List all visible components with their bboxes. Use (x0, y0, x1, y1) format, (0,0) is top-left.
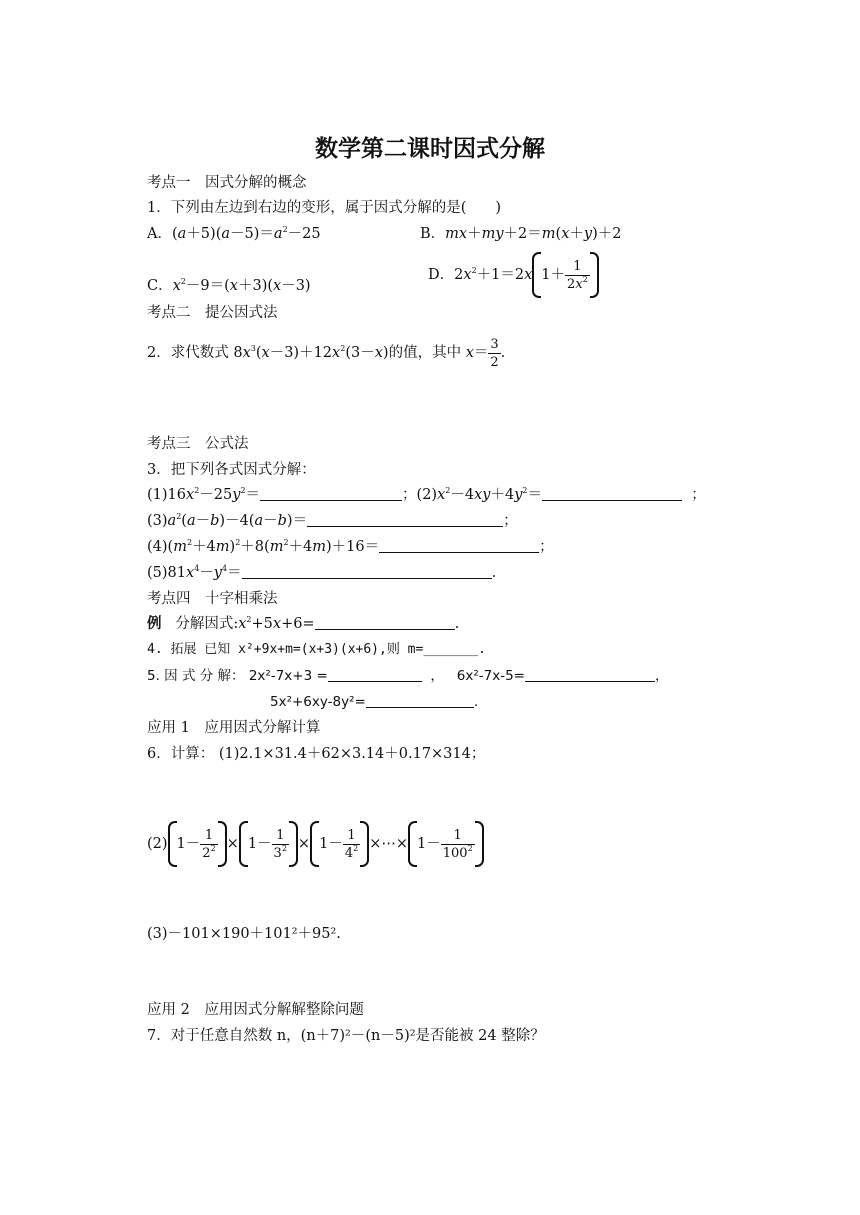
application-heading-2: 应用 2 应用因式分解解整除问题 (147, 1002, 364, 1018)
q1-option-d: D．$2x^2+1=2x$ 1＋ $\frac{1}{2x^2}$ (428, 252, 599, 298)
q3-item-3: $(3)a^2(a-b)-4(a-b)=$ ； (147, 512, 518, 529)
question-5: 5. 因 式 分 解： 2x²-7x+3 = ， 6x²-7x-5= ， (147, 668, 669, 684)
section-heading-3: 考点三 公式法 (147, 436, 249, 452)
question-1-stem: 1．下列由左边到右边的变形，属于因式分解的是( ) (147, 200, 502, 216)
question-5-line-2: 5x²+6xy-8y²= . (270, 694, 479, 710)
answer-blank[interactable] (525, 667, 655, 682)
question-6-stem: 6．计算： (1)2.1×31.4＋62×3.14＋0.17×314； (147, 746, 486, 762)
question-6-part-3: (3)－101×190＋101²＋95². (147, 926, 341, 942)
answer-blank[interactable] (366, 693, 474, 708)
answer-blank[interactable] (307, 512, 503, 527)
q3-item-1: $(1)16x^2-25y^2=$ ；$(2)x^2-4xy+4y^2=$ ； (147, 486, 706, 503)
question-2: 2．求代数式 $8x^3(x-3)+12x^2(3-x)$的值，其中 x＝ $\frac{3}{2}$ . (147, 336, 506, 370)
question-7-stem: 7．对于任意自然数 n，(n＋7)²－(n－5)²是否能被 24 整除？ (147, 1028, 545, 1044)
option-c-label: C． (147, 278, 173, 294)
application-heading-1: 应用 1 应用因式分解计算 (147, 720, 321, 736)
q1-option-c: C．$x^2-9=(x+3)(x-3)$ (147, 277, 311, 294)
answer-blank[interactable] (260, 486, 402, 501)
option-d-label: D． (428, 267, 455, 283)
section-heading-4: 考点四 十字相乘法 (147, 591, 278, 607)
question-4: 4. 拓展 已知 x²+9x+m=(x+3)(x+6),则 m=_______. (147, 642, 486, 657)
section-heading-2: 考点二 提公因式法 (147, 305, 278, 321)
option-b-label: B． (420, 226, 446, 242)
option-a-label: A． (147, 226, 172, 242)
q1-option-b: B．mx＋my＋2＝m(x＋y)＋2 (420, 226, 622, 242)
section-heading-1: 考点一 因式分解的概念 (147, 175, 307, 191)
answer-blank[interactable] (242, 564, 492, 579)
answer-blank[interactable] (328, 667, 422, 682)
answer-blank[interactable] (379, 538, 539, 553)
q3-item-4: $(4)(m^2+4m)^2+8(m^2+4m)+16=$ ； (147, 538, 554, 555)
q3-item-5: $(5)81x^4-y^4=$ . (147, 564, 497, 581)
question-3-stem: 3．把下列各式因式分解： (147, 462, 316, 478)
page-title: 数学第二课时因式分解 (315, 136, 545, 162)
example: 例 分解因式$:x^2+5x+6=$ . (147, 615, 460, 632)
q1-option-a: A．$(a+5)(a-5)=a^2-25$ (147, 225, 321, 242)
answer-blank[interactable] (315, 615, 455, 630)
answer-blank[interactable] (542, 486, 682, 501)
question-6-part-2: (2) 1－ $\frac{1}{2^2}$ × 1－ $\frac{1}{3^2}$ × 1－ $\frac{1}{4^2}$ ×⋯× 1－ $\frac{1}{100^2}$ (147, 820, 484, 868)
